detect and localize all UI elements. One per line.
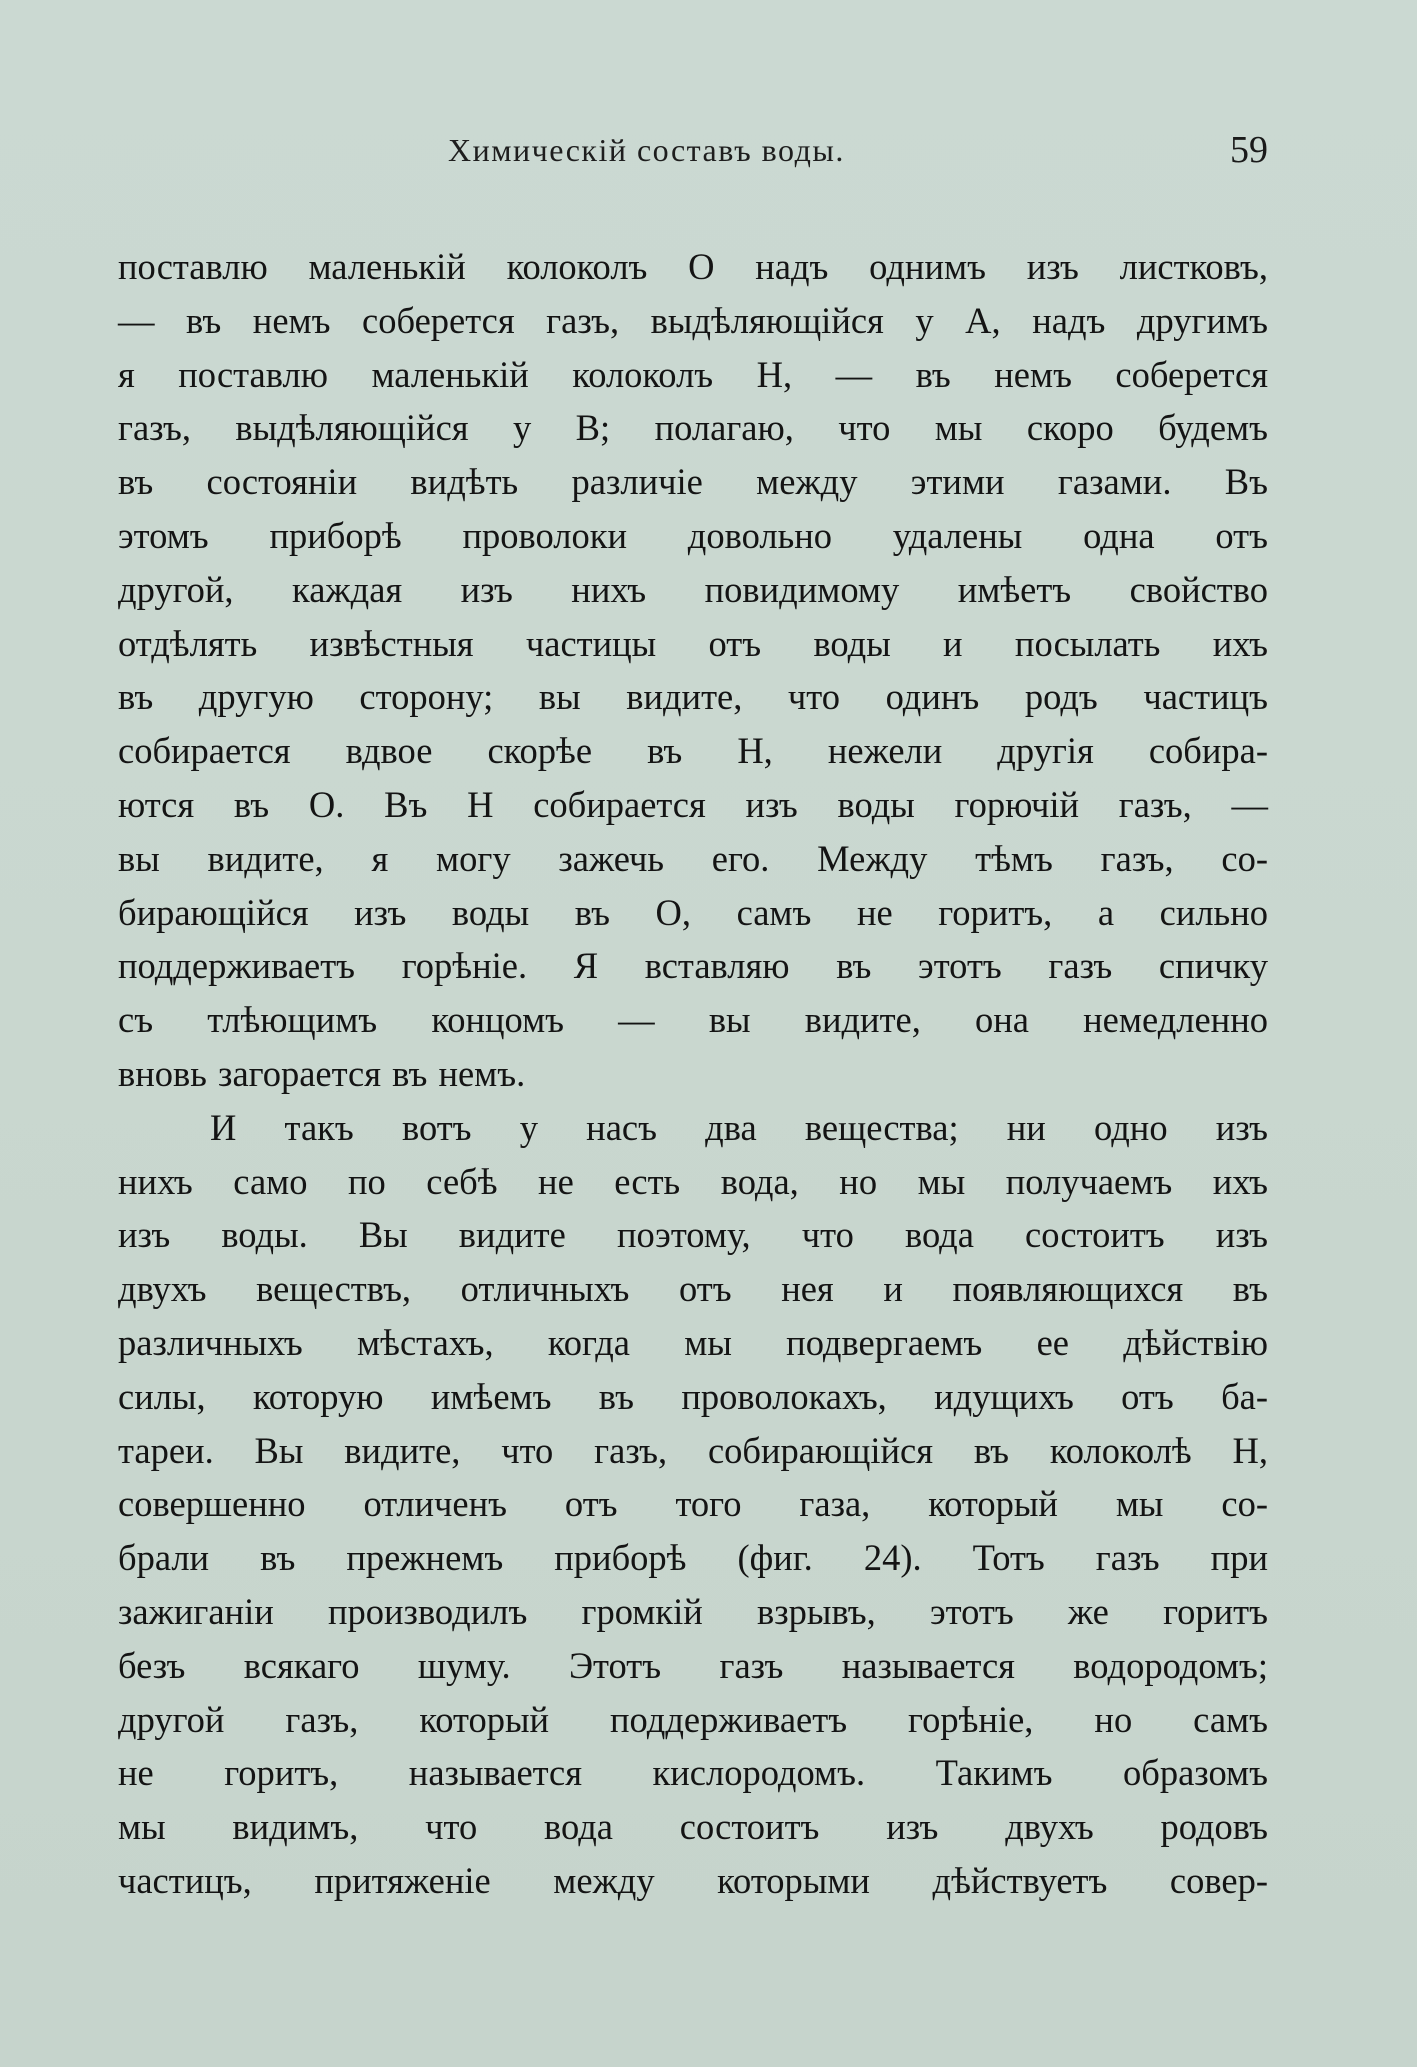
text-line: тареи. Вы видите, что газъ, собирающійся въ колоколѣ H,: [118, 1429, 1268, 1471]
text-line: брали въ прежнемъ приборѣ (фиг. 24). Тотъ газъ при: [118, 1537, 1268, 1579]
text-line: вновь загорается въ немъ.: [118, 1052, 526, 1094]
text-line: зажиганіи производилъ громкій взрывъ, этотъ же горитъ: [118, 1590, 1268, 1632]
text-line: этомъ приборѣ проволоки довольно удалены одна отъ: [118, 514, 1268, 556]
paragraph-1: [118, 240, 1268, 1101]
page-header: [118, 129, 1268, 182]
text-line: различныхъ мѣстахъ, когда мы подвергаемъ ее дѣйствію: [118, 1321, 1268, 1363]
text-line: поставлю маленькій колоколъ O надъ однимъ изъ листковъ,: [118, 246, 1268, 287]
text-line: газъ, выдѣляющійся у B; полагаю, что мы скоро будемъ: [118, 407, 1268, 449]
text-line: другой газъ, который поддерживаетъ горѣніе, но самъ: [118, 1698, 1268, 1740]
page-number: 59: [1230, 129, 1268, 171]
text-line: другой, каждая изъ нихъ повидимому имѣетъ свойство: [118, 568, 1268, 610]
text-line: безъ всякаго шуму. Этотъ газъ называется водородомъ;: [118, 1644, 1268, 1686]
text-line: совершенно отличенъ отъ того газа, который мы со-: [118, 1483, 1268, 1525]
text-line: изъ воды. Вы видите поэтому, что вода состоитъ изъ: [118, 1214, 1268, 1256]
text-line: съ тлѣющимъ концомъ — вы видите, она немедленно: [118, 999, 1268, 1041]
paragraph-2: [118, 1101, 1268, 1908]
text-line: частицъ, притяженіе между которыми дѣйствуетъ совер-: [118, 1859, 1268, 1901]
text-line: ются въ O. Въ H собирается изъ воды горючій газъ, —: [118, 783, 1268, 825]
body-text: [118, 240, 1268, 1908]
text-line: нихъ само по себѣ не есть вода, но мы получаемъ ихъ: [118, 1160, 1268, 1202]
text-line: собирается вдвое скорѣе въ H, нежели другія собира-: [118, 730, 1268, 772]
text-line: не горитъ, называется кислородомъ. Такимъ образомъ: [118, 1752, 1268, 1794]
text-line: поддерживаетъ горѣніе. Я вставляю въ этотъ газъ спичку: [118, 945, 1268, 987]
text-line: двухъ веществъ, отличныхъ отъ нея и появляющихся въ: [118, 1268, 1268, 1310]
text-line: бирающійся изъ воды въ O, самъ не горитъ, а сильно: [118, 891, 1268, 933]
text-line: въ состояніи видѣть различіе между этими газами. Въ: [118, 461, 1268, 503]
text-line: вы видите, я могу зажечь его. Между тѣмъ газъ, со-: [118, 837, 1268, 879]
text-line: въ другую сторону; вы видите, что одинъ родъ частицъ: [118, 676, 1268, 718]
running-title: Химическій составъ воды.: [448, 132, 845, 168]
text-line: я поставлю маленькій колоколъ H, — въ немъ соберется: [118, 353, 1268, 395]
text-line: — въ немъ соберется газъ, выдѣляющійся у A, надъ другимъ: [118, 299, 1268, 341]
text-line: отдѣлять извѣстныя частицы отъ воды и посылать ихъ: [118, 622, 1268, 664]
text-line: мы видимъ, что вода состоитъ изъ двухъ родовъ: [118, 1806, 1268, 1848]
text-line: силы, которую имѣемъ въ проволокахъ, идущихъ отъ ба-: [118, 1375, 1268, 1417]
text-line: И такъ вотъ у насъ два вещества; ни одно изъ: [210, 1106, 1268, 1148]
